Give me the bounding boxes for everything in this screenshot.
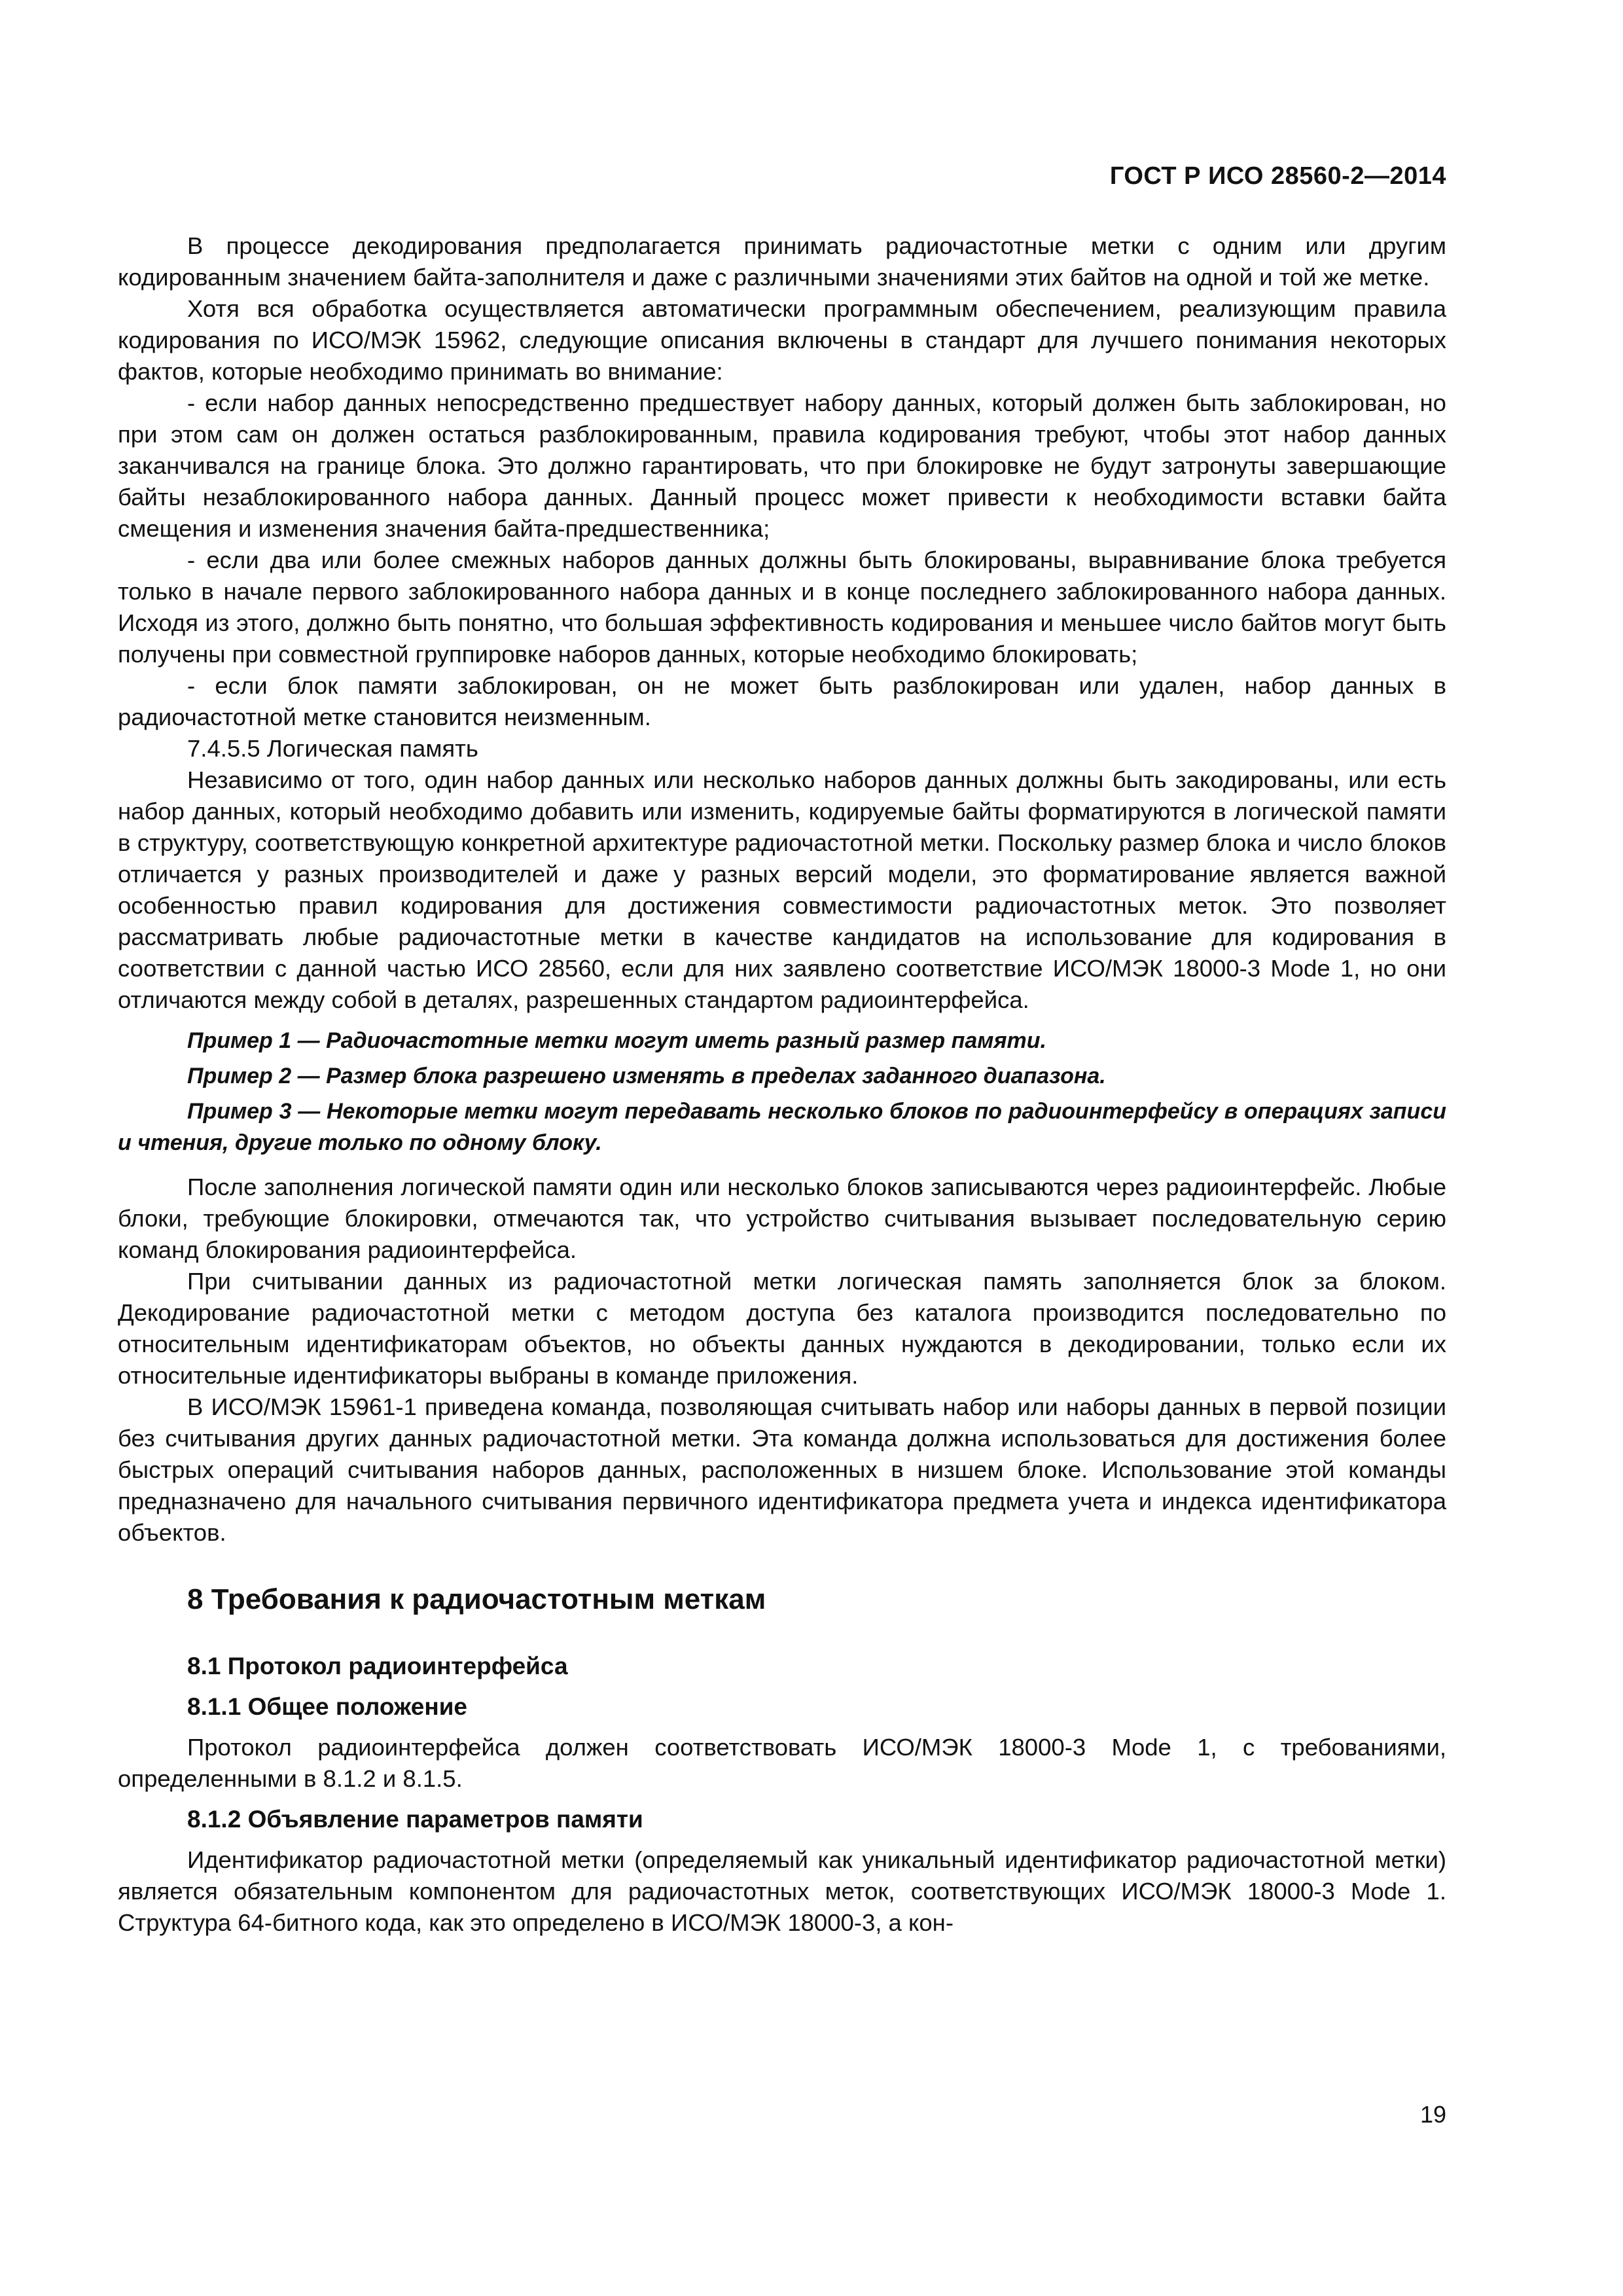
list-item-locked-block: - если блок памяти заблокирован, он не может быть разблокирован или удален, набор данных в радиочастотной метке становится неизменным. xyxy=(118,672,1446,730)
paragraph-8-1-1: Протокол радиоинтерфейса должен соответствовать ИСО/МЭК 18000-3 Mode 1, с требованиями, определенными в 8.1.2 и 8.1.5. xyxy=(118,1734,1446,1792)
clause-heading-logical-memory: 7.4.5.5 Логическая память xyxy=(187,735,478,762)
paragraph-decoding-intro: В процессе декодирования предполагается принимать радиочастотные метки с одним или другим кодированным значением байта-заполнителя и даже с различными значениями этих байтов на одной и той же метке. xyxy=(118,232,1446,291)
page-number: 19 xyxy=(1419,2101,1446,2128)
document-header: ГОСТ Р ИСО 28560-2—2014 xyxy=(1109,162,1446,190)
subsection-heading-8-1: 8.1 Протокол радиоинтерфейса xyxy=(187,1653,568,1679)
paragraph-read-blocks: При считывании данных из радиочастотной метки логическая память заполняется блок за блоком. Декодирование радиочастотной метки с методом доступа без каталога производится последовательно по относительным идентификаторам объектов, но объекты данных нуждаются в декодировании, только если их относительные идентификаторы выбраны в команде приложения. xyxy=(118,1268,1446,1389)
paragraph-8-1-2: Идентификатор радиочастотной метки (определяемый как уникальный идентификатор радиочастотной метки) является обязательным компонентом для радиочастотных меток, соответствующих ИСО/МЭК 18000-3 Mode 1. Структура 64-битного кода, как это определено в ИСО/МЭК 18000-3, а кон- xyxy=(118,1846,1446,1936)
paragraph-processing-notes: Хотя вся обработка осуществляется автоматически программным обеспечением, реализующим правила кодирования по ИСО/МЭК 15962, следующие описания включены в стандарт для лучшего понимания некоторых фактов, которые необходимо принимать во внимание: xyxy=(118,295,1446,385)
list-item-adjacent-datasets: - если два или более смежных наборов данных должны быть блокированы, выравнивание блока требуется только в начале первого заблокированного набора данных и в конце последнего заблокированного набора данных. Исходя из этого, должно быть понятно, что большая эффективность кодирования и меньшее число байтов могут быть получены при совместной группировке наборов данных, которые необходимо блокировать; xyxy=(118,547,1446,668)
paragraph-logical-memory: Независимо от того, один набор данных или несколько наборов данных должны быть закодированы, или есть набор данных, который необходимо добавить или изменить, кодируемые байты форматируются в логической памяти в структуру, соответствующую конкретной архитектуре радиочастотной метки. Поскольку размер блока и число блоков отличается у разных производителей и даже у разных версий модели, это форматирование является важной особенностью правил кодирования для достижения совместимости радиочастотных меток. Это позволяет рассматривать любые радиочастотные метки в качестве кандидатов на использование для кодирования в соответствии с данной частью ИСО 28560, если для них заявлено соответствие ИСО/МЭК 18000-3 Mode 1, но они отличаются между собой в деталях, разрешенных стандартом радиоинтерфейса. xyxy=(118,766,1446,1013)
example-2: Пример 2 — Размер блока разрешено изменять в пределах заданного диапазона. xyxy=(187,1064,1106,1088)
subsection-heading-8-1-2: 8.1.2 Объявление параметров памяти xyxy=(187,1806,643,1833)
document-body xyxy=(118,230,1446,1939)
document-page xyxy=(118,0,1446,2296)
paragraph-write-blocks: После заполнения логической памяти один или несколько блоков записываются через радиоинтерфейс. Любые блоки, требующие блокировки, отмечаются так, что устройство считывания вызывает последовательную серию команд блокирования радиоинтерфейса. xyxy=(118,1174,1446,1263)
example-3: Пример 3 — Некоторые метки могут передавать несколько блоков по радиоинтерфейсу в операциях записи и чтения, другие только по одному блоку. xyxy=(118,1099,1446,1155)
paragraph-read-command: В ИСО/МЭК 15961-1 приведена команда, позволяющая считывать набор или наборы данных в первой позиции без считывания других данных радиочастотной метки. Эта команда должна использоваться для достижения более быстрых операций считывания наборов данных, расположенных в низшем блоке. Использование этой команды предназначено для начального считывания первичного идентификатора предмета учета и индекса идентификатора объектов. xyxy=(118,1393,1446,1546)
example-1: Пример 1 — Радиочастотные метки могут иметь разный размер памяти. xyxy=(187,1028,1046,1053)
list-item-unlocked-dataset: - если набор данных непосредственно предшествует набору данных, который должен быть заблокирован, но при этом сам он должен остаться разблокированным, правила кодирования требуют, чтобы этот набор данных заканчивался на границе блока. Это должно гарантировать, что при блокировке не будут затронуты завершающие байты незаблокированного набора данных. Данный процесс может привести к необходимости вставки байта смещения и изменения значения байта-предшественника; xyxy=(118,389,1446,542)
subsection-heading-8-1-1: 8.1.1 Общее положение xyxy=(187,1693,468,1720)
section-heading-8: 8 Требования к радиочастотным меткам xyxy=(187,1583,766,1615)
